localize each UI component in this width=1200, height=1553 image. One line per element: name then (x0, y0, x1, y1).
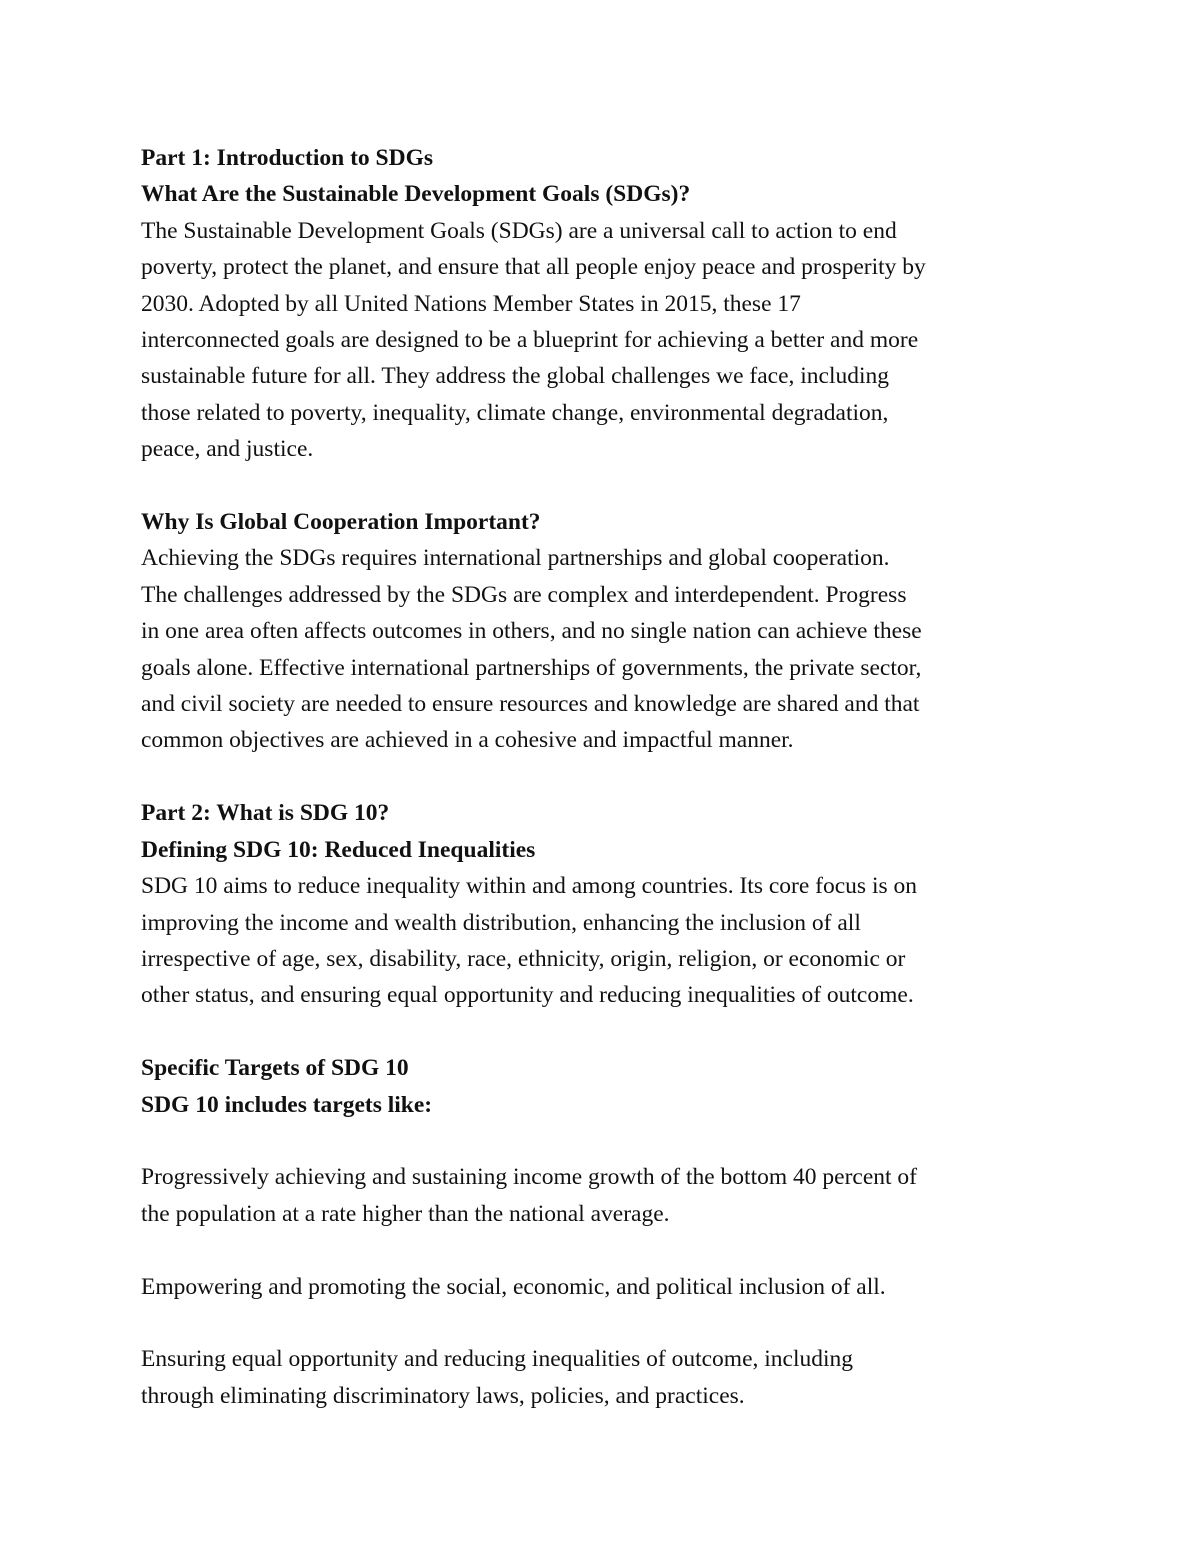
paragraph-spacer (141, 468, 1071, 504)
paragraph-line: The Sustainable Development Goals (SDGs) are a universal call to action to end (141, 217, 897, 244)
paragraph-line: and civil society are needed to ensure resources and knowledge are shared and that (141, 691, 920, 718)
paragraph-line: goals alone. Effective international partnerships of governments, the private sector, (141, 654, 922, 681)
paragraph-line: the population at a rate higher than the national average. (141, 1200, 670, 1227)
document-page (141, 140, 1071, 1414)
part2-heading: Part 2: What is SDG 10? (141, 800, 390, 827)
targets-subheading: SDG 10 includes targets like: (141, 1091, 433, 1118)
paragraph-line: through eliminating discriminatory laws, policies, and practices. (141, 1382, 745, 1409)
paragraph-line: improving the income and wealth distribution, enhancing the inclusion of all (141, 909, 861, 936)
paragraph-spacer (141, 759, 1071, 795)
paragraph-line: The challenges addressed by the SDGs are complex and interdependent. Progress (141, 581, 907, 608)
sdgs-definition-subheading: What Are the Sustainable Development Goals (SDGs)? (141, 181, 691, 208)
part1-heading: Part 1: Introduction to SDGs (141, 145, 434, 171)
paragraph-line: sustainable future for all. They address the global challenges we face, including (141, 363, 890, 390)
target-item-income-growth (141, 1159, 1071, 1232)
paragraph-line: Empowering and promoting the social, economic, and political inclusion of all. (141, 1273, 886, 1300)
paragraph-line: 2030. Adopted by all United Nations Member States in 2015, these 17 (141, 290, 801, 317)
paragraph-line: Progressively achieving and sustaining income growth of the bottom 40 percent of (141, 1164, 917, 1191)
paragraph-spacer (141, 1305, 1071, 1341)
cooperation-heading: Why Is Global Cooperation Important? (141, 509, 541, 536)
targets-heading: Specific Targets of SDG 10 (141, 1055, 409, 1082)
sdg10-definition-subheading: Defining SDG 10: Reduced Inequalities (141, 836, 536, 863)
target-item-equal-opportunity (141, 1341, 1071, 1414)
sdg10-definition-paragraph (141, 868, 1071, 1014)
paragraph-spacer (141, 1232, 1071, 1268)
paragraph-spacer (141, 1014, 1071, 1050)
paragraph-line: those related to poverty, inequality, climate change, environmental degradation, (141, 399, 889, 426)
paragraph-line: Achieving the SDGs requires international partnerships and global cooperation. (141, 545, 890, 572)
paragraph-spacer (141, 1123, 1071, 1159)
target-item-inclusion (141, 1269, 1071, 1305)
paragraph-line: common objectives are achieved in a cohesive and impactful manner. (141, 727, 794, 754)
paragraph-line: other status, and ensuring equal opportunity and reducing inequalities of outcome. (141, 982, 914, 1009)
sdgs-definition-paragraph (141, 213, 1071, 468)
paragraph-line: irrespective of age, sex, disability, race, ethnicity, origin, religion, or economic or (141, 945, 906, 972)
paragraph-line: Ensuring equal opportunity and reducing inequalities of outcome, including (141, 1346, 854, 1373)
paragraph-line: interconnected goals are designed to be a blueprint for achieving a better and more (141, 327, 919, 354)
cooperation-paragraph (141, 540, 1071, 758)
paragraph-line: in one area often affects outcomes in others, and no single nation can achieve these (141, 618, 922, 645)
paragraph-line: poverty, protect the planet, and ensure that all people enjoy peace and prosperity by (141, 254, 926, 281)
paragraph-line: SDG 10 aims to reduce inequality within and among countries. Its core focus is on (141, 873, 917, 900)
paragraph-line: peace, and justice. (141, 436, 314, 463)
